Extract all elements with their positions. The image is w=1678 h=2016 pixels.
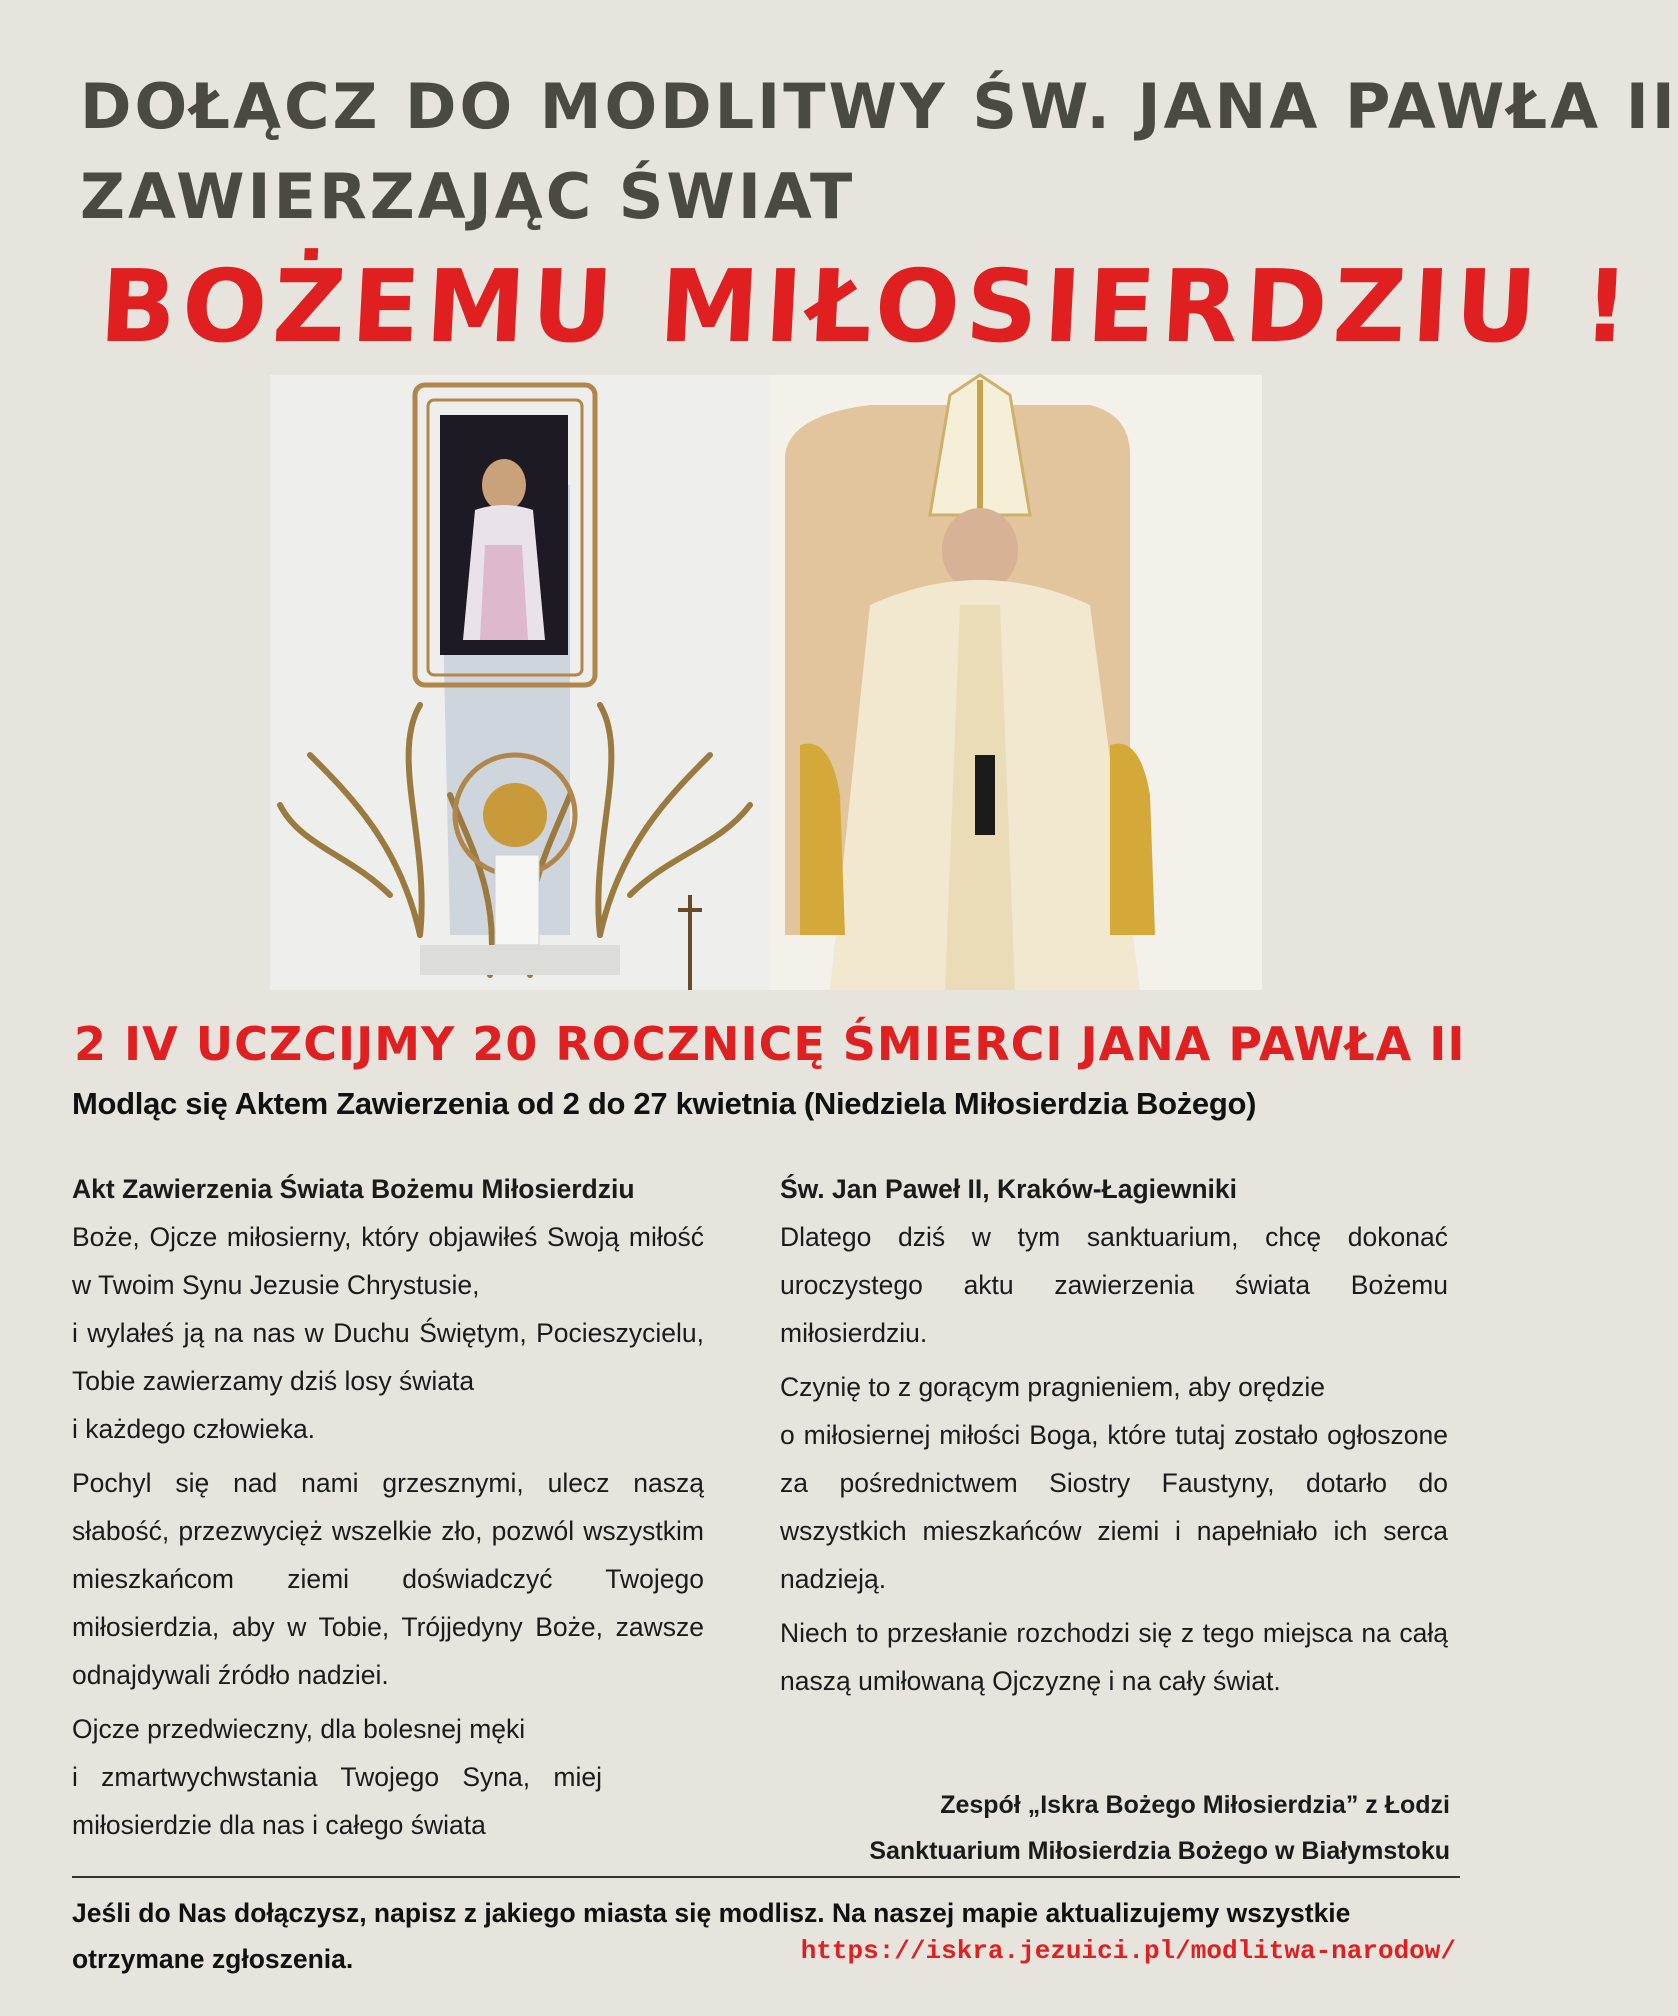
left-p3-line-1: Ojcze przedwieczny, dla bolesnej męki [72,1714,526,1744]
headline-line-3: BOŻEMU MIŁOSIERDZIU ! [96,248,1638,365]
website-link[interactable]: https://iskra.jezuici.pl/modlitwa-narodow/ [800,1936,1456,1966]
footer-text: Jeśli do Nas dołączysz, napisz z jakiego miasta się modlisz. Na naszej mapie aktualizujemy wszystkie otrzymane zgłoszenia. [72,1898,1351,1974]
headline-line-2: ZAWIERZAJĄC ŚWIAT [80,160,856,233]
prayer-dates-subheading: Modląc się Aktem Zawierzenia od 2 do 27 kwietnia (Niedziela Miłosierdzia Bożego) [72,1086,1257,1121]
right-paragraph-2 [780,1363,1448,1603]
pope-photo [770,375,1262,990]
right-paragraph-3: Niech to przesłanie rozchodzi się z tego miejsca na całą naszą umiłowaną Ojczyznę i na cały świat. [780,1618,1448,1696]
left-p1-line-1: Boże, Ojcze miłosierny, który objawiłeś Swoją miłość w Twoim Synu Jezusie Chrystusie, [72,1222,704,1300]
anniversary-heading: 2 IV UCZCIJMY 20 ROCZNICĘ ŚMIERCI JANA PAWŁA II [74,1017,1466,1071]
left-paragraph-2: Pochyl się nad nami grzesznymi, ulecz naszą słabość, przezwycięż wszelkie zło, pozwól wszystkim mieszkańcom ziemi doświadczyć Twojego miłosierdzia, aby w Tobie, Trójjedyny Boże, zawsze odnajdywali źródło nadziei. [72,1468,704,1690]
right-column-title: Św. Jan Paweł II, Kraków-Łagiewniki [780,1174,1238,1204]
left-p1-line-3: i każdego człowieka. [72,1414,316,1444]
left-column-title: Akt Zawierzenia Świata Bożemu Miłosierdziu [72,1174,635,1204]
left-p3-line-2: i zmartwychwstania Twojego Syna, miej miłosierdzie dla nas i całego świata [72,1762,602,1840]
signature-line-2: Sanktuarium Miłosierdzia Bożego w Białymstoku [869,1837,1450,1865]
divider [72,1876,1460,1878]
right-paragraph-1: Dlatego dziś w tym sanktuarium, chcę dokonać uroczystego aktu zawierzenia świata Bożemu miłosierdziu. [780,1222,1448,1348]
left-paragraph-3 [72,1705,602,1849]
headline-line-1: DOŁĄCZ DO MODLITWY ŚW. JANA PAWŁA II [80,70,1678,143]
right-column [780,1165,1448,1711]
right-p2-line-1: Czynię to z gorącym pragnieniem, aby orędzie [780,1372,1325,1402]
signature [869,1782,1450,1874]
left-column [72,1165,704,1855]
altar-photo [270,375,770,990]
hero-photos [270,375,1262,990]
left-paragraph-1 [72,1213,704,1453]
left-p1-line-2: i wylałeś ją na nas w Duchu Świętym, Pocieszycielu, Tobie zawierzamy dziś losy świata [72,1318,704,1396]
right-p2-line-2: o miłosiernej miłości Boga, które tutaj zostało ogłoszone za pośrednictwem Siostry Faustyny, dotarło do wszystkich mieszkańców ziemi i napełniało ich serca nadzieją. [780,1420,1448,1594]
signature-line-1: Zespół „Iskra Bożego Miłosierdzia” z Łodzi [940,1791,1450,1819]
